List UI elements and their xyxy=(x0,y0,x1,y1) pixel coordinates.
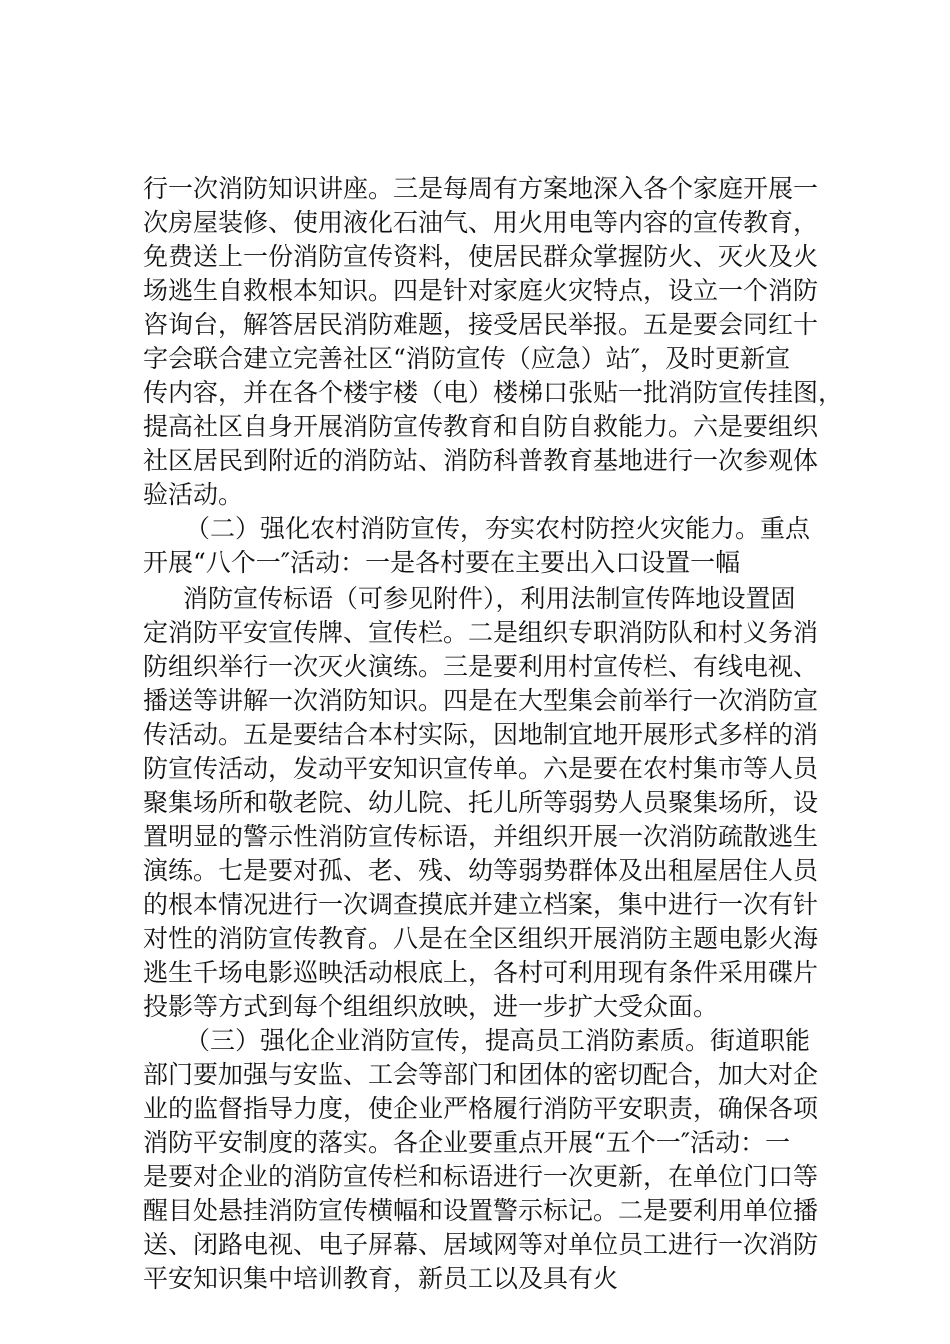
text-line: 定消防平安宣传牌、宣传栏。二是组织专职消防队和村义务消 xyxy=(143,618,819,647)
paragraph-heading-2: （二）强化农村消防宣传，夯实农村防控火灾能力。重点 xyxy=(185,514,811,543)
text-line: 的根本情况进行一次调查摸底并建立档案，集中进行一次有针 xyxy=(143,890,819,919)
text-line: 防宣传活动，发动平安知识宣传单。六是要在农村集市等人员 xyxy=(143,754,819,783)
text-line: 开展“八个一″活动：一是各村要在主要出入口设置一幅 xyxy=(143,548,741,577)
text-line: 行一次消防知识讲座。三是每周有方案地深入各个家庭开展一 xyxy=(143,174,819,203)
text-line: 免费送上一份消防宣传资料，使居民群众掌握防火、灭火及火 xyxy=(143,242,819,271)
text-line: 传活动。五是要结合本村实际，因地制宜地开展形式多样的消 xyxy=(143,720,819,749)
text-line: 部门要加强与安监、工会等部门和团体的密切配合，加大对企 xyxy=(143,1060,819,1089)
text-line: 消防宣传标语（可参见附件），利用法制宣传阵地设置固 xyxy=(183,584,796,613)
text-line: 提高社区自身开展消防宣传教育和自防自救能力。六是要组织 xyxy=(143,412,819,441)
text-line: 消防平安制度的落实。各企业要重点开展“五个一″活动：一 xyxy=(143,1128,791,1157)
text-line: 送、闭路电视、电子屏幕、居域网等对单位员工进行一次消防 xyxy=(143,1230,819,1259)
text-line: 醒目处悬挂消防宣传横幅和设置警示标记。二是要利用单位播 xyxy=(143,1196,819,1225)
text-line: 对性的消防宣传教育。八是在全区组织开展消防主题电影火海 xyxy=(143,924,819,953)
text-line: 演练。七是要对孤、老、残、幼等弱势群体及出租屋居住人员 xyxy=(143,856,819,885)
text-line: 次房屋装修、使用液化石油气、用火用电等内容的宣传教育， xyxy=(143,208,819,237)
text-line: 验活动。 xyxy=(143,480,244,509)
text-line: 社区居民到附近的消防站、消防科普教育基地进行一次参观体 xyxy=(143,446,819,475)
text-line: 逃生千场电影巡映活动根底上，各村可利用现有条件采用碟片 xyxy=(143,958,819,987)
text-line: 防组织举行一次灭火演练。三是要利用村宣传栏、有线电视、 xyxy=(143,652,819,681)
text-line: 投影等方式到每个组组织放映，进一步扩大受众面。 xyxy=(143,992,719,1021)
paragraph-heading-3: （三）强化企业消防宣传，提高员工消防素质。街道职能 xyxy=(185,1026,811,1055)
text-line: 场逃生自救根本知识。四是针对家庭火灾特点，设立一个消防 xyxy=(143,276,819,305)
text-line: 咨询台，解答居民消防难题，接受居民举报。五是要会同红十 xyxy=(143,310,819,339)
text-line: 平安知识集中培训教育，新员工以及具有火 xyxy=(143,1264,619,1293)
text-line: 业的监督指导力度，使企业严格履行消防平安职责，确保各项 xyxy=(143,1094,819,1123)
text-line: 是要对企业的消防宣传栏和标语进行一次更新，在单位门口等 xyxy=(143,1162,819,1191)
text-line: 字会联合建立完善社区“消防宣传（应急）站″，及时更新宣 xyxy=(143,344,791,373)
text-line: 播送等讲解一次消防知识。四是在大型集会前举行一次消防宣 xyxy=(143,686,819,715)
text-line: 聚集场所和敬老院、幼儿院、托儿所等弱势人员聚集场所，设 xyxy=(143,788,819,817)
text-line: 传内容，并在各个楼宇楼（电）楼梯口张贴一批消防宣传挂图， xyxy=(143,378,843,407)
text-line: 置明显的警示性消防宣传标语，并组织开展一次消防疏散逃生 xyxy=(143,822,819,851)
